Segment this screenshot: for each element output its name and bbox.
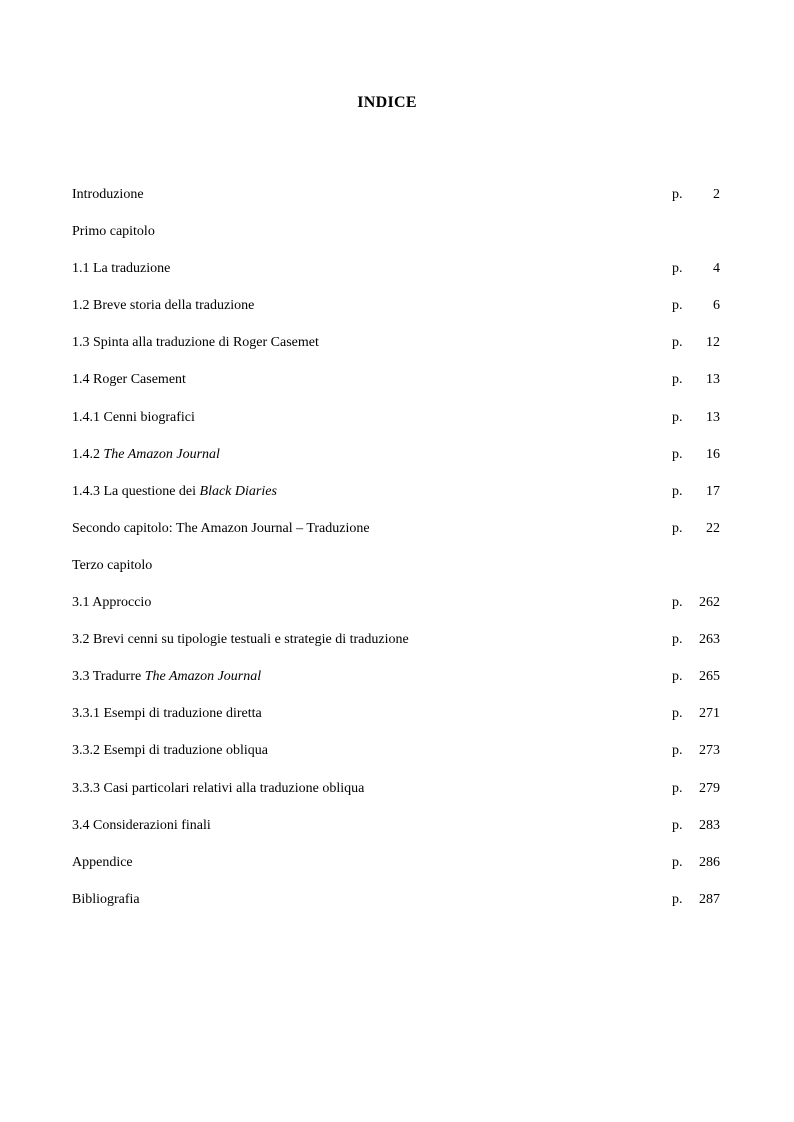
toc-entry-page-prefix: p. <box>672 483 683 499</box>
toc-entry-page-number: 287 <box>699 891 720 907</box>
toc-entry-page-prefix: p. <box>672 595 683 611</box>
toc-entry-page-prefix: p. <box>672 891 683 907</box>
toc-entry-label <box>72 704 262 724</box>
toc-entry-label <box>72 445 220 465</box>
toc-entry <box>72 370 720 407</box>
toc-entry-page-prefix: p. <box>672 372 683 388</box>
toc-entry-label <box>72 370 186 390</box>
toc-entry-page-prefix: p. <box>672 298 683 314</box>
toc-entry-page-number: 273 <box>699 743 720 759</box>
toc-entry-page-prefix: p. <box>672 335 683 351</box>
toc-entry-page-number: 265 <box>699 669 720 685</box>
toc-entry-label-text: 3.4 Considerazioni finali <box>72 817 211 833</box>
toc-entry-page-prefix: p. <box>672 854 683 870</box>
toc-entry-label <box>72 222 155 242</box>
toc-entry-label-text: 1.4 Roger Casement <box>72 372 186 388</box>
toc-entry-label-text: Primo capitolo <box>72 224 155 240</box>
toc-entry <box>72 408 720 445</box>
toc-entry-page-number: 283 <box>699 817 720 833</box>
toc-entry-label <box>72 816 211 836</box>
toc-entry-label <box>72 296 254 316</box>
toc-entry-label <box>72 408 195 428</box>
toc-entry-page-number: 279 <box>699 780 720 796</box>
toc-entry-page-prefix: p. <box>672 446 683 462</box>
toc-entry <box>72 333 720 370</box>
toc-entry-label-text: 1.2 Breve storia della traduzione <box>72 298 255 314</box>
toc-entry-page-prefix: p. <box>672 706 683 722</box>
toc-entry-page-prefix: p. <box>672 520 683 536</box>
toc-entry-label <box>72 667 261 687</box>
toc-entry-label-text: 3.3.1 Esempi di traduzione diretta <box>72 706 262 722</box>
toc-entry <box>72 890 720 927</box>
toc-entry-page-number: 13 <box>706 372 720 388</box>
toc-entry-label-text: 3.3 Tradurre <box>72 669 145 685</box>
toc-entry-page-number: 12 <box>706 335 720 351</box>
toc-entry-label <box>72 741 268 761</box>
toc-entry-label-italic: The Amazon Journal <box>144 669 262 685</box>
toc-entry <box>72 853 720 890</box>
toc-entry <box>72 667 720 704</box>
toc-entry-label-text: 1.4.3 La questione dei <box>72 483 200 499</box>
toc-entry <box>72 445 720 482</box>
toc-entry-label <box>72 890 140 910</box>
toc-entry-label <box>72 519 370 539</box>
toc-entry-page-prefix: p. <box>672 780 683 796</box>
toc-entry-label <box>72 333 319 353</box>
toc-entry-label-text: 1.3 Spinta alla traduzione di Roger Casemet <box>72 335 319 351</box>
toc-entry <box>72 222 720 259</box>
toc-entry-page-prefix: p. <box>672 261 683 277</box>
toc-entry-page-number: 13 <box>706 409 720 425</box>
toc-entry-page-number: 263 <box>699 632 720 648</box>
toc-entry-label <box>72 556 152 576</box>
toc-entry-label-text: Introduzione <box>72 187 144 202</box>
toc-entry <box>72 185 720 222</box>
toc-entry-label-text: 1.4.1 Cenni biografici <box>72 409 195 425</box>
toc-entry-label <box>72 630 409 650</box>
toc-entry-label-italic: Black Diaries <box>199 483 277 499</box>
toc-entry-page-prefix: p. <box>672 409 683 425</box>
toc-entry <box>72 779 720 816</box>
toc-entry-label <box>72 482 277 502</box>
toc-entry-label <box>72 779 364 799</box>
toc-entry <box>72 741 720 778</box>
toc-entry-page-number: 16 <box>706 446 720 462</box>
toc-entry-label-text: Bibliografia <box>72 891 140 907</box>
toc-entry-label-text: Secondo capitolo: The Amazon Journal – Traduzione <box>72 520 370 536</box>
toc-entry-page-number: 6 <box>713 298 720 314</box>
toc-entry <box>72 296 720 333</box>
toc-entry-page-number: 17 <box>706 483 720 499</box>
toc-entry-label-italic: The Amazon Journal <box>103 446 220 462</box>
toc-entry-label-text: 3.3.2 Esempi di traduzione obliqua <box>72 743 268 759</box>
toc-entry-label <box>72 185 144 205</box>
toc-entry-label-text: Terzo capitolo <box>72 557 153 573</box>
toc-entry-page-prefix: p. <box>672 817 683 833</box>
toc-entry-page-prefix: p. <box>672 187 683 202</box>
toc-entry <box>72 704 720 741</box>
toc-entry <box>72 556 720 593</box>
toc-entry-label-text: Appendice <box>72 854 133 870</box>
toc-entry <box>72 630 720 667</box>
toc-entry-page-prefix: p. <box>672 632 683 648</box>
toc-entry-label <box>72 259 170 279</box>
toc-entry-label-text: 3.2 Brevi cenni su tipologie testuali e strategie di traduzione <box>72 632 409 648</box>
toc-entry-page-number: 2 <box>713 187 720 202</box>
page-title: INDICE <box>357 94 417 111</box>
toc-entry-page-prefix: p. <box>672 743 683 759</box>
toc-entry-label <box>72 593 151 613</box>
toc-entry-page-number: 271 <box>699 706 720 722</box>
table-of-contents <box>72 185 720 927</box>
toc-entry <box>72 816 720 853</box>
toc-entry-label <box>72 853 133 873</box>
toc-entry-label-text: 1.4.2 <box>72 446 104 462</box>
toc-entry-page-number: 4 <box>713 261 720 277</box>
toc-entry-label-text: 3.1 Approccio <box>72 595 152 611</box>
toc-entry <box>72 519 720 556</box>
toc-entry-page-number: 262 <box>699 595 720 611</box>
toc-entry-label-text: 1.1 La traduzione <box>72 261 171 277</box>
toc-entry <box>72 482 720 519</box>
toc-entry <box>72 593 720 630</box>
toc-entry-page-number: 286 <box>699 854 720 870</box>
toc-entry-page-prefix: p. <box>672 669 683 685</box>
toc-entry <box>72 259 720 296</box>
toc-entry-page-number: 22 <box>706 520 720 536</box>
toc-entry-label-text: 3.3.3 Casi particolari relativi alla traduzione obliqua <box>72 780 365 796</box>
